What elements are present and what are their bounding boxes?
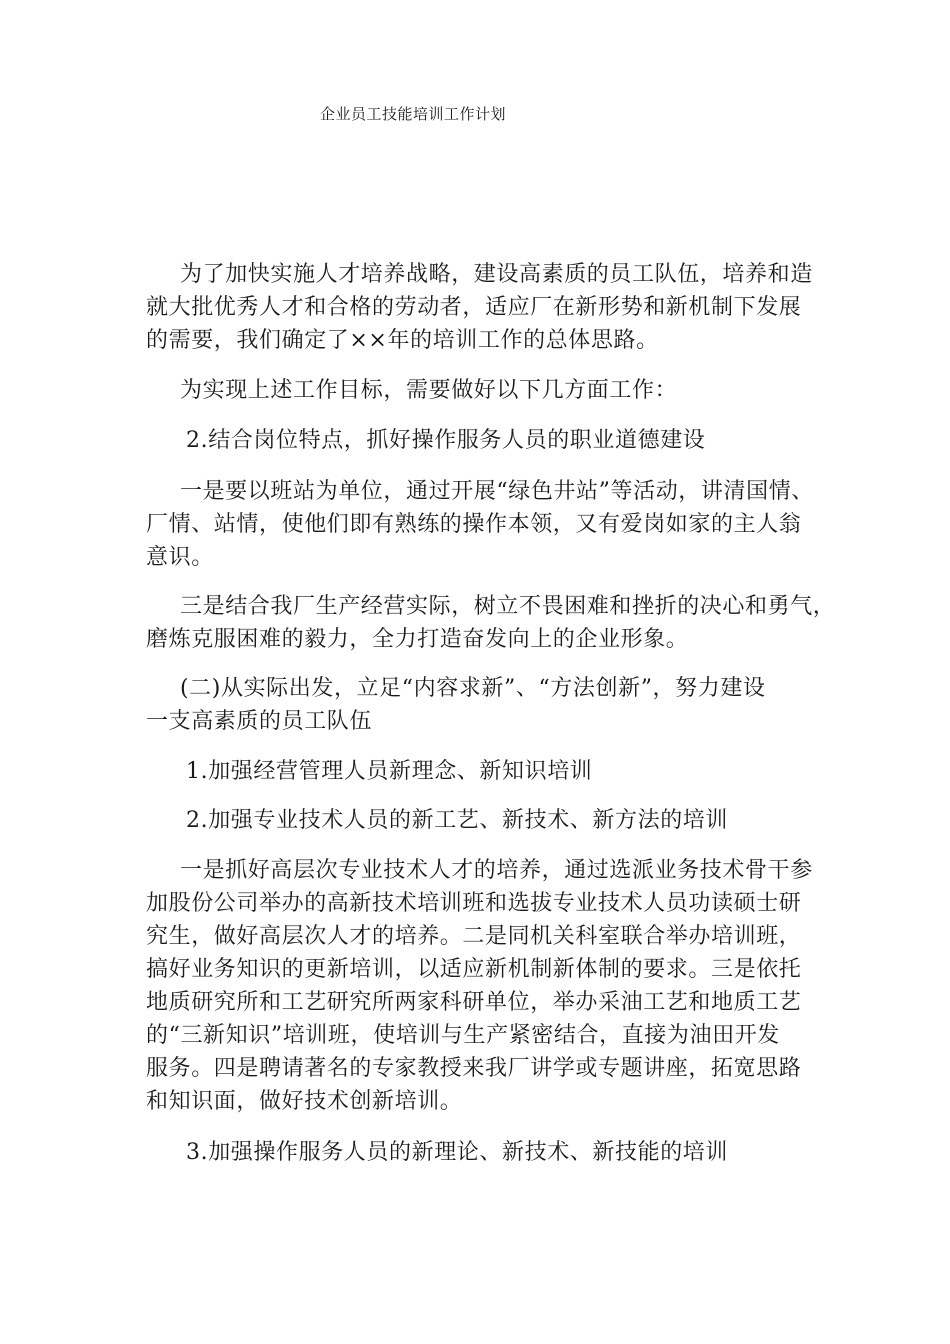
paragraph-line: 意识。 — [146, 545, 214, 570]
paragraph-line: (二)从实际出发，立足“内容求新”、“方法创新”，努力建设 — [180, 676, 766, 701]
paragraph-line: 1.加强经营管理人员新理念、新知识培训 — [186, 759, 593, 784]
paragraph-line: 为实现上述工作目标，需要做好以下几方面工作： — [180, 378, 678, 403]
paragraph-line: 3.加强操作服务人员的新理论、新技术、新技能的培训 — [186, 1140, 728, 1165]
paragraph-line: 的需要，我们确定了××年的培训工作的总体思路。 — [146, 328, 659, 353]
paragraph-line: 一是抓好高层次专业技术人才的培养，通过选派业务技术骨干参 — [180, 858, 813, 883]
paragraph-line: 服务。四是聘请著名的专家教授来我厂讲学或专题讲座，拓宽思路 — [146, 1056, 802, 1081]
paragraph-line: 2.加强专业技术人员的新工艺、新技术、新方法的培训 — [186, 808, 728, 833]
paragraph-line: 究生，做好高层次人才的培养。二是同机关科室联合举办培训班， — [146, 924, 802, 949]
paragraph-line: 地质研究所和工艺研究所两家科研单位，举办采油工艺和地质工艺 — [146, 990, 802, 1015]
document-title: 企业员工技能培训工作计划 — [320, 105, 507, 123]
paragraph-line: 三是结合我厂生产经营实际，树立不畏困难和挫折的决心和勇气， — [180, 594, 836, 619]
paragraph-line: 和知识面，做好技术创新培训。 — [146, 1089, 463, 1114]
paragraph-line: 的“三新知识”培训班，使培训与生产紧密结合，直接为油田开发 — [146, 1023, 780, 1048]
paragraph-line: 为了加快实施人才培养战略，建设高素质的员工队伍，培养和造 — [180, 262, 813, 287]
paragraph-line: 一支高素质的员工队伍 — [146, 709, 373, 734]
paragraph-line: 就大批优秀人才和合格的劳动者，适应厂在新形势和新机制下发展 — [146, 295, 802, 320]
paragraph-line: 磨炼克服困难的毅力，全力打造奋发向上的企业形象。 — [146, 627, 689, 652]
paragraph-line: 厂情、站情，使他们即有熟练的操作本领，又有爱岗如家的主人翁 — [146, 512, 802, 537]
paragraph-line: 2.结合岗位特点，抓好操作服务人员的职业道德建设 — [186, 428, 706, 453]
paragraph-line: 加股份公司举办的高新技术培训班和选拔专业技术人员功读硕士研 — [146, 891, 802, 916]
paragraph-line: 搞好业务知识的更新培训，以适应新机制新体制的要求。三是依托 — [146, 957, 802, 982]
paragraph-line: 一是要以班站为单位，通过开展“绿色井站”等活动，讲清国情、 — [180, 479, 814, 504]
